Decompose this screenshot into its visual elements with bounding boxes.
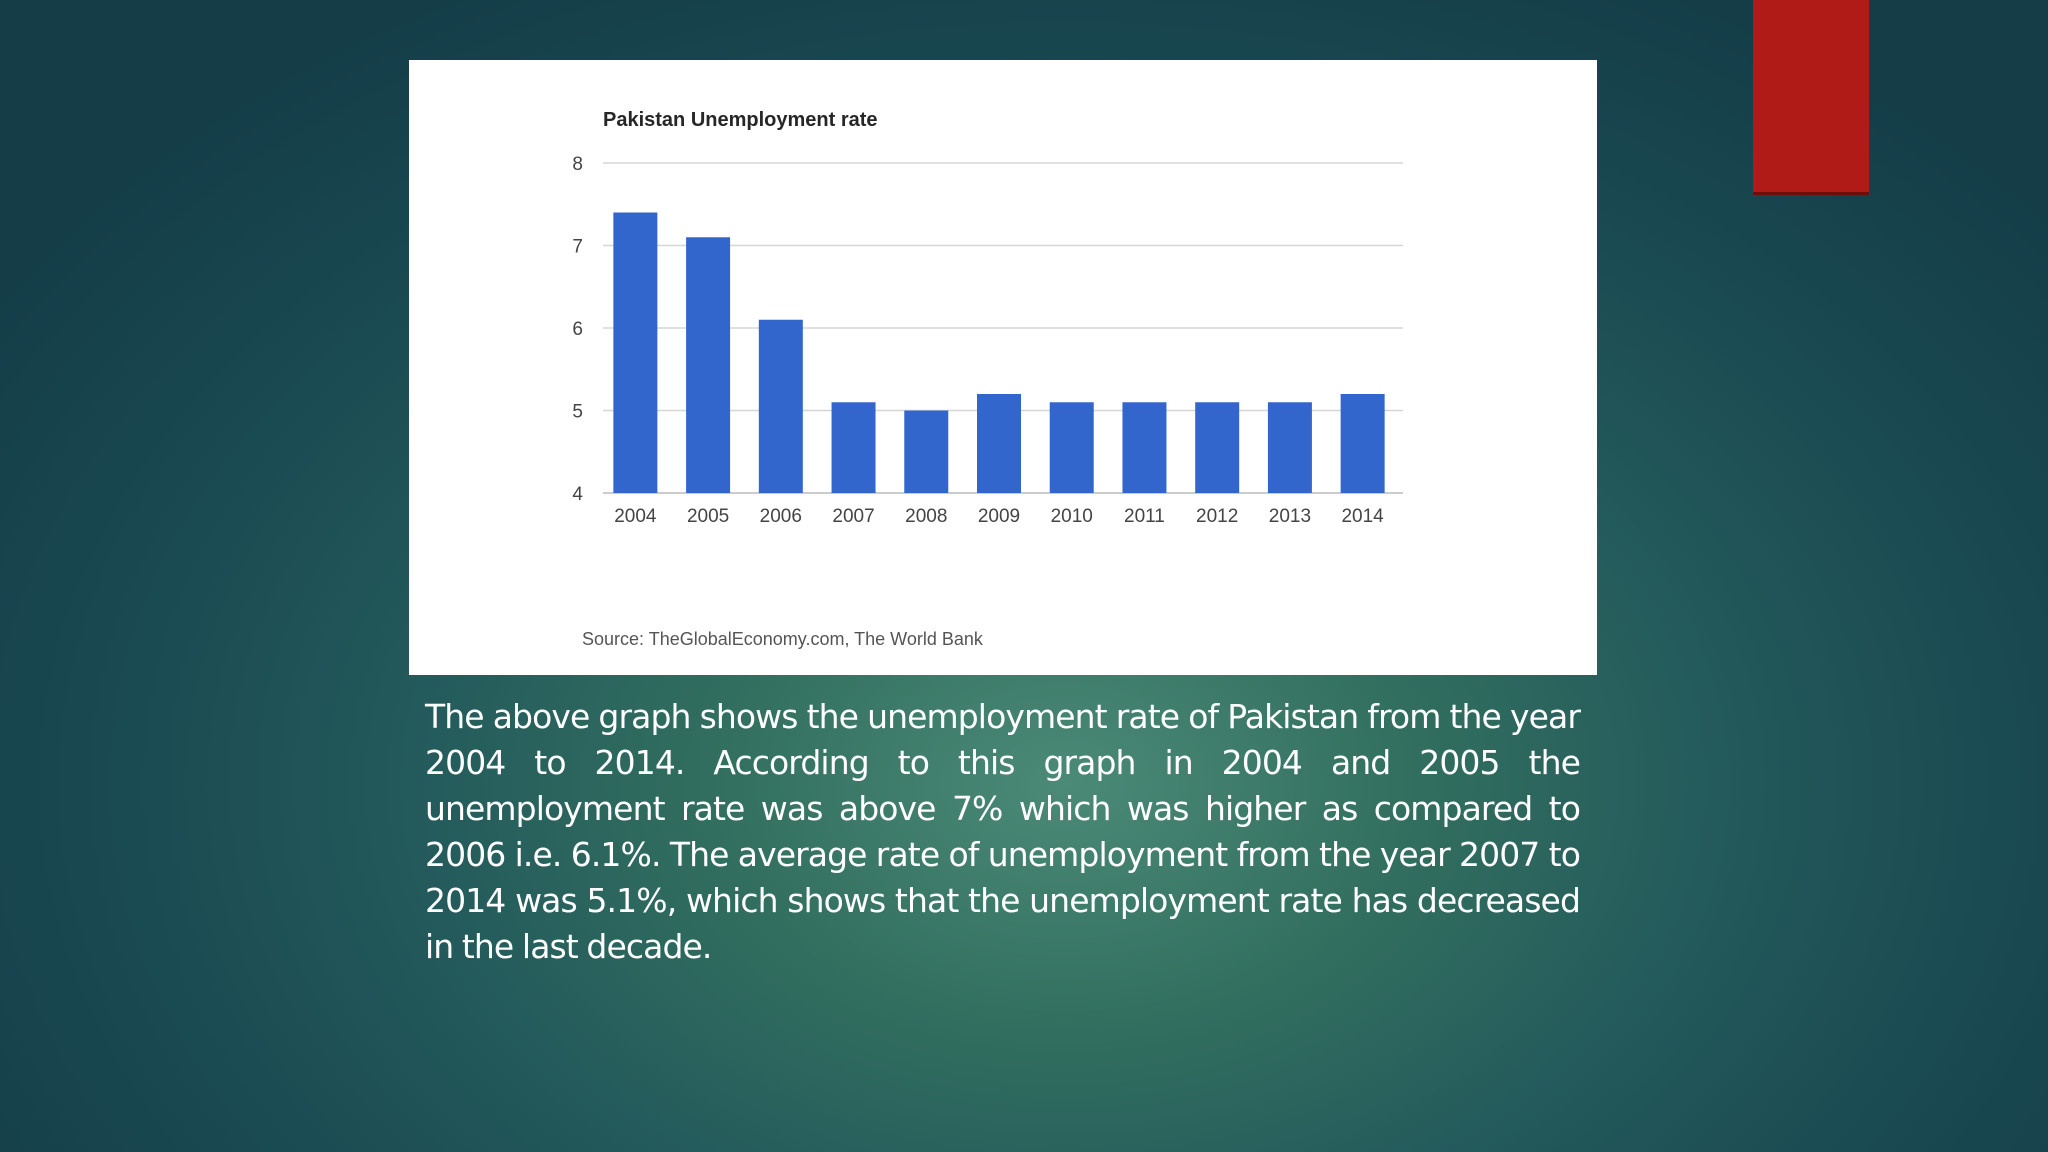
x-tick-label: 2004 bbox=[614, 506, 657, 527]
chart-panel bbox=[409, 60, 1597, 675]
y-tick-label: 6 bbox=[572, 319, 583, 340]
x-tick-label: 2014 bbox=[1341, 506, 1384, 527]
x-tick-label: 2005 bbox=[686, 506, 730, 527]
x-tick-label: 2011 bbox=[1124, 506, 1165, 527]
x-tick-label: 2009 bbox=[977, 506, 1021, 527]
y-tick-label: 7 bbox=[572, 236, 583, 258]
unemployment-bar-chart bbox=[409, 60, 1597, 675]
bar-2013 bbox=[1268, 402, 1312, 493]
accent-tab bbox=[1753, 0, 1869, 195]
x-tick-label: 2007 bbox=[832, 506, 875, 527]
slide-body-text: The above graph shows the unemployment rate of Pakistan from the year 2004 to 2014. According to this graph in 2004 and 2005 the unemployment rate was above 7% which was higher as compared to 2006 i.e. 6.1%. The average rate of unemployment from the year 2007 to 2014 was 5.1%, which shows that the unemployment rate has decreased in the last decade. bbox=[425, 697, 1580, 966]
bar-2009 bbox=[977, 394, 1021, 493]
bar-2004 bbox=[613, 213, 657, 494]
bar-2012 bbox=[1195, 402, 1239, 493]
bar-2008 bbox=[904, 411, 948, 494]
chart-title: Pakistan Unemployment rate bbox=[603, 109, 878, 131]
y-tick-label: 8 bbox=[572, 154, 583, 175]
bars bbox=[613, 213, 1384, 494]
x-tick-label: 2010 bbox=[1050, 506, 1093, 527]
y-axis-ticks bbox=[572, 154, 583, 505]
x-axis-ticks bbox=[614, 506, 1384, 527]
bar-2010 bbox=[1050, 402, 1094, 493]
x-tick-label: 2008 bbox=[905, 506, 948, 527]
bar-2006 bbox=[759, 320, 803, 493]
y-tick-label: 5 bbox=[572, 401, 583, 423]
y-tick-label: 4 bbox=[572, 484, 583, 505]
bar-2005 bbox=[686, 237, 730, 493]
bar-2014 bbox=[1341, 394, 1385, 493]
x-tick-label: 2006 bbox=[759, 506, 802, 527]
bar-2007 bbox=[832, 402, 876, 493]
chart-source: Source: TheGlobalEconomy.com, The World Bank bbox=[582, 629, 983, 649]
bar-2011 bbox=[1122, 402, 1166, 493]
x-tick-label: 2013 bbox=[1268, 506, 1312, 527]
x-tick-label: 2012 bbox=[1196, 506, 1239, 527]
